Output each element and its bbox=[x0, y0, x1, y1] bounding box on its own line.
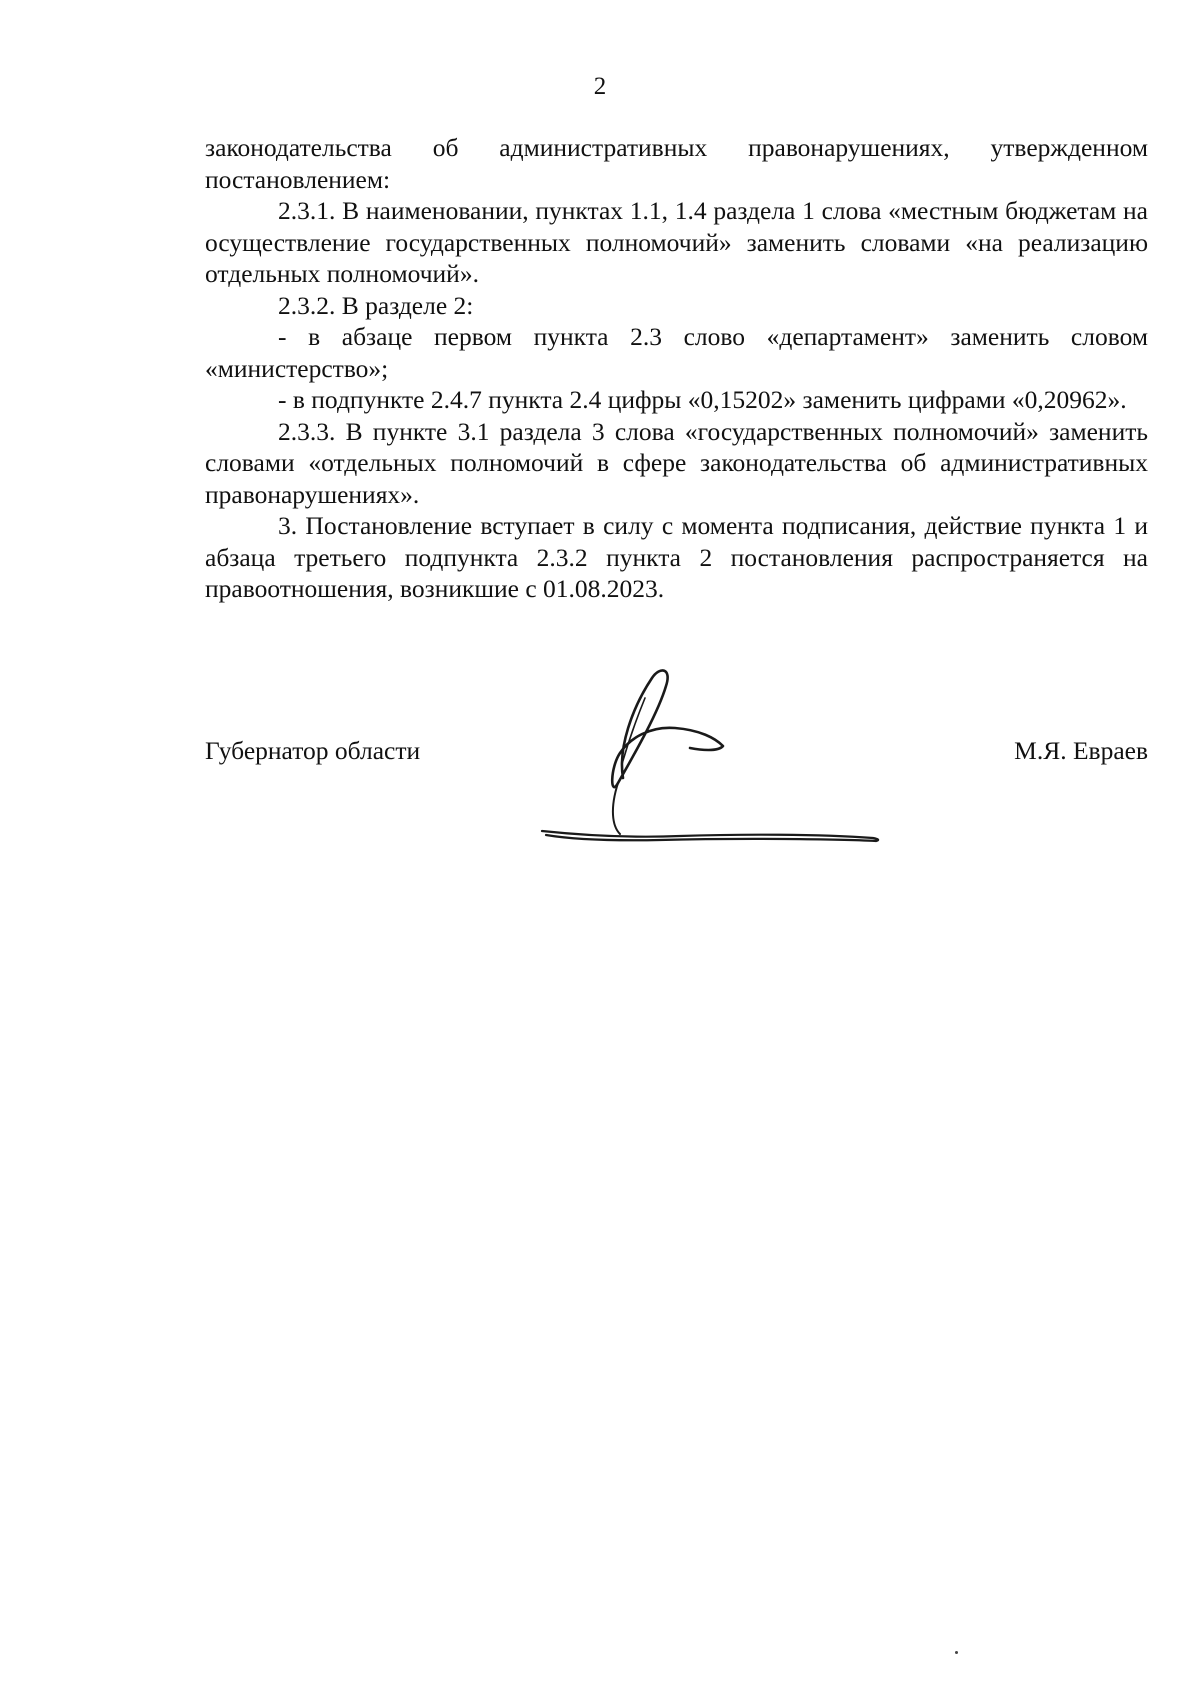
paragraph: 3. Постановление вступает в силу с момента подписания, действие пункта 1 и абзаца третьего подпункта 2.3.2 пункта 2 постановления распространяется на правоотношения, возникшие с 01.08.2023. bbox=[205, 511, 1148, 603]
paragraph: 2.3.2. В разделе 2: bbox=[278, 290, 474, 320]
handwritten-signature-icon bbox=[540, 668, 940, 848]
scan-speck bbox=[955, 1651, 958, 1654]
paragraph: - в абзаце первом пункта 2.3 слово «департамент» заменить словом «министерство»; bbox=[205, 322, 1148, 383]
signatory-name: М.Я. Евраев bbox=[1014, 736, 1148, 765]
page-number: 2 bbox=[593, 73, 607, 100]
paragraph: 2.3.1. В наименовании, пунктах 1.1, 1.4 раздела 1 слова «местным бюджетам на осуществление государственных полномочий» заменить словами «на реализацию отдельных полномочий». bbox=[205, 196, 1148, 288]
signatory-position: Губернатор области bbox=[205, 736, 421, 765]
paragraph: - в подпункте 2.4.7 пункта 2.4 цифры «0,15202» заменить цифрами «0,20962». bbox=[278, 385, 1127, 414]
paragraph: 2.3.3. В пункте 3.1 раздела 3 слова «государственных полномочий» заменить словами «отдельных полномочий в сфере законодательства об административных правонарушениях». bbox=[205, 416, 1148, 509]
paragraph: законодательства об административных правонарушениях, утвержденном постановлением: bbox=[205, 133, 1148, 194]
document-body bbox=[205, 132, 1148, 605]
